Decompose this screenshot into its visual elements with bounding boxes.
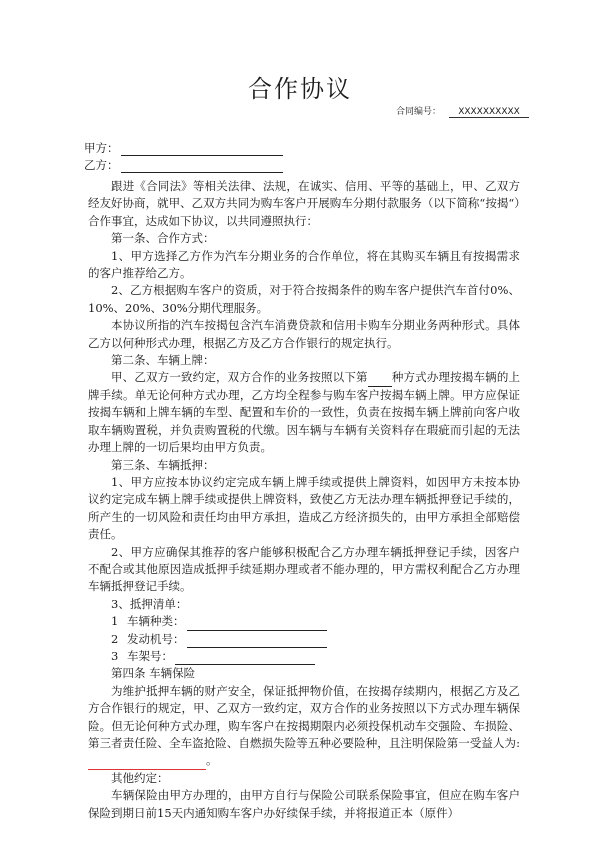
article-1-clause-2: 2、乙方根据购车客户的资质，对于符合按揭条件的购车客户提供汽车首付0%、10%、20%、30%分期代理服务。 bbox=[88, 283, 520, 315]
contract-number-value: XXXXXXXXXX bbox=[449, 107, 529, 118]
mortgage-item-number: 1 bbox=[111, 614, 119, 629]
article-3-clause-1: 1、甲方应按本协议约定完成车辆上牌手续或提供上牌资料，如因甲方未按本协议约定完成车辆上牌手续或提供上牌资料，致使乙方无法办理车辆抵押登记手续的，所产生的一切风险和责任均由甲方承担，造成乙方经济损失的，由甲方承担全部赔偿责任。 bbox=[88, 474, 520, 542]
article-3-title: 第三条、车辆抵押： bbox=[111, 457, 215, 472]
article-2-text-b: 种方式办理按揭车辆的上牌手续。单无论何种方式办理，乙方均全程参与购车客户按揭车辆上牌。甲方应保证按揭车辆和上牌车辆的车型、配置和车价的一致性，负责在按揭车辆上牌前向客户收取车辆购置税，并负责购置税的代缴。因车辆与车辆有关资料存在瑕疵而引起的无法办理上牌的一切后果均由甲方负责。 bbox=[88, 370, 521, 455]
article-4-clause-1 bbox=[88, 683, 520, 770]
contract-number-label: 合同编号： bbox=[396, 107, 442, 117]
party-a-label: 甲方： bbox=[84, 141, 119, 155]
article-4-title: 第四条 车辆保险 bbox=[111, 666, 196, 681]
document-body bbox=[88, 178, 520, 822]
article-2-title: 第二条、车辆上牌： bbox=[111, 353, 215, 368]
intro-paragraph: 跟进《合同法》等相关法律、法规，在诚实、信用、平等的基础上，甲、乙双方经友好协商，就甲、乙双方共同为购车客户开展购车分期付款服务（以下简称“按揭“）合作事宜，达成如下协议，以共同遵照执行： bbox=[88, 179, 520, 228]
beneficiary-blank bbox=[88, 757, 206, 770]
mortgage-item-label: 车架号： bbox=[127, 648, 173, 663]
article-1-title: 第一条、合作方式： bbox=[111, 231, 215, 246]
article-2-clause-1 bbox=[88, 369, 520, 456]
contract-number bbox=[396, 104, 529, 118]
other-terms-title: 其他约定： bbox=[111, 770, 169, 785]
article-4-text-b: 。 bbox=[206, 753, 218, 768]
mortgage-item-label: 车辆种类： bbox=[127, 614, 185, 629]
mortgage-item-blank bbox=[175, 652, 315, 665]
party-a-field bbox=[84, 140, 283, 156]
document-title: 合作协议 bbox=[248, 75, 352, 103]
article-3-clause-2: 2、甲方应确保其推荐的客户能够积极配合乙方办理车辆抵押登记手续，因客户不配合或其他原因造成抵押手续延期办理或者不能办理的，甲方需权利配合乙方办理车辆抵押登记手续。 bbox=[88, 544, 520, 594]
other-terms-clause-1: 车辆保险由甲方办理的，由甲方自行与保险公司联系保险事宜，但应在购车客户保险到期日前15天内通知购车客户办好续保手续，并将报道正本（原件） bbox=[88, 788, 520, 820]
article-1-clause-3: 本协议所指的汽车按揭包含汽车消费贷款和信用卡购车分期业务两种形式。具体乙方以何种形式办理，根据乙方及乙方合作银行的规定执行。 bbox=[88, 318, 520, 350]
article-1-clause-1: 1、甲方选择乙方作为汽车分期业务的合作单位，将在其购买车辆且有按揭需求的客户推荐给乙方。 bbox=[88, 248, 520, 281]
mortgage-item-number: 2 bbox=[111, 631, 119, 646]
mortgage-list-item bbox=[88, 613, 520, 630]
mortgage-item-blank bbox=[187, 618, 327, 631]
mortgage-item-label: 发动机号： bbox=[127, 631, 185, 646]
mortgage-item-blank bbox=[187, 635, 327, 648]
mortgage-list bbox=[88, 613, 520, 665]
mortgage-list-item bbox=[88, 648, 520, 665]
mortgage-list-title: 3、抵押清单： bbox=[111, 596, 188, 611]
party-b-blank bbox=[121, 160, 283, 173]
article-4-text-a: 为维护抵押车辆的财产安全，保证抵押物价值，在按揭存续期内，根据乙方及乙方合作银行的规定，甲、乙双方一致约定，双方合作的业务按照以下方式办理车辆保险。但无论何种方式办理，购车客户在按揭期限内必须投保机动车交强险、车损险、第三者责任险、全车盗抢险、自燃损失险等五种必要险种，且注明保险第一受益人为: bbox=[88, 683, 520, 750]
mortgage-list-item bbox=[88, 631, 520, 648]
method-number-blank bbox=[368, 374, 392, 387]
mortgage-item-number: 3 bbox=[111, 648, 119, 663]
party-b-label: 乙方： bbox=[84, 158, 119, 172]
party-a-blank bbox=[121, 143, 283, 156]
party-b-field bbox=[84, 157, 283, 173]
article-2-text-a: 甲、乙双方一致约定，双方合作的业务按照以下第 bbox=[111, 370, 368, 385]
